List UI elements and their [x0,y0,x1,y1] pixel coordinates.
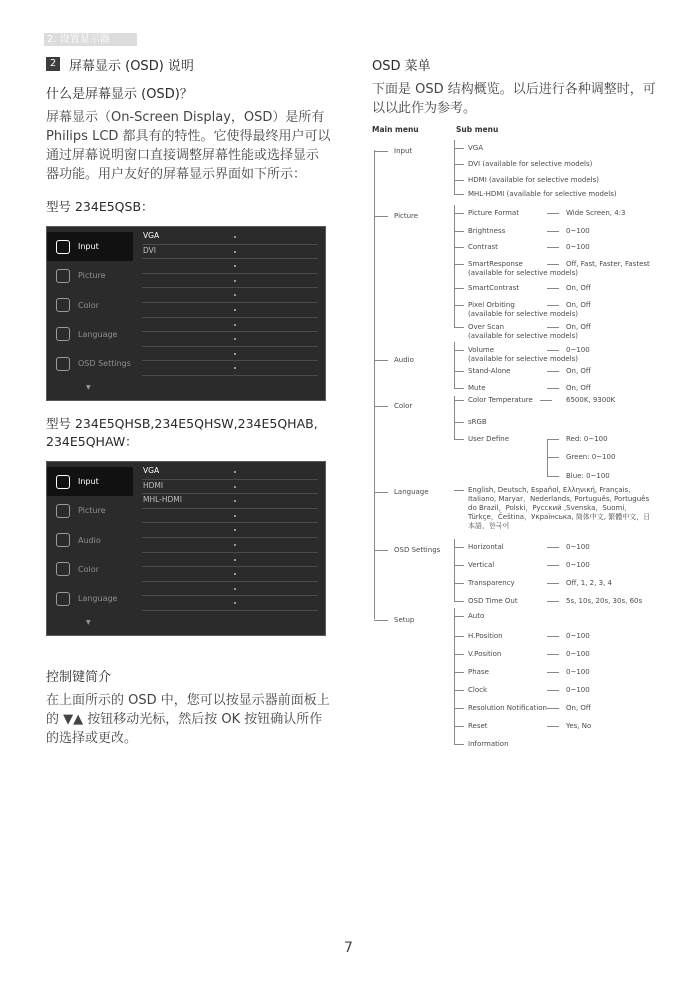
tree-connector [454,726,464,727]
main-menu-header: Main menu [372,125,419,134]
tree-connector [547,327,559,328]
sub-menu-note: (available for selective models) [468,332,578,340]
sub-menu-value: On, Off [566,384,591,392]
osd-item-picture [47,496,133,525]
sub-menu-item: VGA [468,144,484,152]
language-icon [56,327,70,341]
main-menu-osd-settings: OSD Settings [394,546,441,554]
osd-item-language [47,320,133,349]
osd-sub-row [142,332,318,347]
tree-connector [454,148,464,149]
osd-row-dot [234,500,236,502]
osd-menu-tree [372,122,672,752]
control-keys-paragraph: 在上面所示的 OSD 中，您可以按显示器前面板上的 ▼▲ 按钮移动光标，然后按 OK 按钮确认所作的选择或更改。 [46,693,330,746]
tree-connector [374,406,388,407]
tree-connector [547,388,559,389]
sub-menu-item: Mute [468,384,486,392]
tree-connector [374,492,388,493]
sub-menu-value: 0~100 [566,346,590,354]
tree-connector [454,547,464,548]
sub-menu-item: Volume [468,346,495,354]
sub-menu-item: Pixel Orbiting [468,301,515,309]
osd-item-label: OSD Settings [78,359,131,369]
main-menu-language: Language [394,488,429,496]
osd-sub-label: HDMI [143,480,164,490]
osd-row-dot [234,353,236,355]
osd-menu-heading: OSD 菜单 [372,59,431,74]
tree-connector [547,305,559,306]
tree-connector [547,213,559,214]
color-icon [56,562,70,576]
osd-sub-row [142,230,318,245]
osd-item-label: Language [78,594,118,604]
tree-connector [454,636,464,637]
osd-screenshot-1 [46,226,326,401]
audio-icon [56,533,70,547]
osd-row-dot [234,471,236,473]
osd-row-dot [234,367,236,369]
osd-sub-label: VGA [143,466,160,475]
tree-connector [454,288,464,289]
osd-sub-row [142,553,318,568]
osd-sub-row [142,259,318,274]
user-define-red: Red: 0~100 [566,435,608,443]
osd-item-picture [47,261,133,290]
osd-sub-row [142,361,318,376]
tree-connector [547,288,559,289]
osd-item-label: Picture [78,271,106,281]
osd-row-dot [234,294,236,296]
osd-settings-icon [56,357,70,371]
tree-connector [374,360,388,361]
osd-sub-row [142,347,318,362]
main-menu-color: Color [394,402,413,410]
tree-connector [454,608,455,744]
osd-row-dot [234,251,236,253]
sub-menu-value: 0~100 [566,632,590,640]
sub-menu-item: Reset [468,722,488,730]
tree-connector [374,150,375,619]
tree-connector [454,342,455,388]
sub-menu-item: Vertical [468,561,495,569]
osd-row-dot [234,309,236,311]
tree-connector [454,565,464,566]
input-icon [56,475,70,489]
section-title-text: 屏幕显示 (OSD) 说明 [69,58,194,74]
control-keys-heading: 控制键简介 [46,670,112,685]
tree-connector [547,247,559,248]
tree-connector [454,672,464,673]
scroll-down-arrow-icon: ▼ [86,384,91,391]
chapter-label: 2. 设置显示器 [47,34,110,45]
tree-connector [454,422,464,423]
model-heading-1: 型号 234E5QSB： [46,199,154,214]
osd-sub-row [142,582,318,597]
tree-connector [454,439,464,440]
osd-main-menu [47,227,133,400]
osd-sub-menu [142,230,318,376]
sub-menu-value: On, Off [566,284,591,292]
osd-item-label: Audio [78,535,101,545]
sub-menu-value: Yes, No [566,722,592,730]
language-icon [56,592,70,606]
osd-item-color [47,555,133,584]
osd-item-color [47,291,133,320]
tree-connector [454,327,464,328]
osd-row-dot [234,544,236,546]
osd-item-audio [47,526,133,555]
sub-menu-item: HDMI (available for selective models) [468,176,599,184]
osd-sub-label: VGA [143,231,160,240]
sub-menu-value: On, Off [566,301,591,309]
sub-menu-value: 0~100 [566,243,590,251]
osd-item-label: Color [78,300,99,310]
osd-row-dot [234,324,236,326]
osd-sub-row [142,465,318,480]
osd-row-dot [234,529,236,531]
tree-connector [454,180,464,181]
osd-sub-row [142,288,318,303]
tree-connector [547,708,559,709]
color-temperature-value: 6500K, 9300K [566,396,616,404]
user-define: User Define [468,435,510,443]
sub-menu-item: Over Scan [468,323,505,331]
osd-sub-row [142,596,318,611]
tree-connector [454,194,464,195]
sub-menu-item: Contrast [468,243,498,251]
osd-row-dot [234,280,236,282]
osd-sub-row [142,567,318,582]
osd-sub-row [142,245,318,260]
osd-row-dot [234,338,236,340]
osd-screenshot-2 [46,461,326,636]
sub-menu-value: Off, 1, 2, 3, 4 [566,579,612,587]
sub-menu-value: 0~100 [566,668,590,676]
model-heading-2: 型号 234E5QHSB,234E5QHSW,234E5QHAB, 234E5QHAW： [46,416,318,449]
sub-menu-item: Picture Format [468,209,519,217]
tree-connector [547,601,559,602]
tree-connector [547,547,559,548]
sub-menu-value: 0~100 [566,686,590,694]
osd-menu-intro: 下面是 OSD 结构概览。以后进行各种调整时，可以以此作为参考。 [372,82,656,116]
sub-menu-note: (available for selective models) [468,355,578,363]
tree-connector [374,620,388,621]
user-define-blue: Blue: 0~100 [566,472,610,480]
page-number: 7 [344,940,353,956]
tree-connector [454,205,455,327]
sub-menu-value: Off, Fast, Faster, Fastest [566,260,650,268]
osd-sub-label: DVI [143,245,156,255]
tree-connector [374,550,388,551]
picture-icon [56,269,70,283]
tree-connector [454,583,464,584]
sub-menu-value: Wide Screen, 4:3 [566,209,626,217]
scroll-down-arrow-icon: ▼ [86,619,91,626]
sub-menu-value: 0~100 [566,227,590,235]
osd-main-menu [47,462,133,635]
sub-menu-item: Phase [468,668,489,676]
tree-connector [374,216,388,217]
sub-menu-value: On, Off [566,367,591,375]
tree-connector [547,371,559,372]
sub-menu-value: 0~100 [566,561,590,569]
tree-connector [547,672,559,673]
tree-connector [454,744,464,745]
osd-row-dot [234,588,236,590]
sub-menu-item: Clock [468,686,488,694]
sub-menu-value: On, Off [566,323,591,331]
tree-connector [547,264,559,265]
left-column [46,55,331,748]
osd-row-dot [234,236,236,238]
tree-connector [454,213,464,214]
osd-item-label: Input [78,477,99,486]
tree-connector [454,708,464,709]
sub-menu-item: Auto [468,612,485,620]
sub-menu-item: OSD Time Out [468,597,518,605]
osd-item-language [47,584,133,613]
srgb: sRGB [468,418,487,426]
osd-sub-menu [142,465,318,611]
sub-menu-item: MHL-HDMI (available for selective models) [468,190,617,198]
tree-connector [454,231,464,232]
input-icon [56,240,70,254]
tree-connector [547,231,559,232]
osd-item-label: Input [78,242,99,251]
main-menu-picture: Picture [394,212,419,220]
tree-connector [454,371,464,372]
osd-sub-row [142,480,318,495]
tree-connector [547,583,559,584]
right-column [372,55,662,118]
main-menu-input: Input [394,147,413,155]
tree-connector [454,388,464,389]
tree-connector [547,654,559,655]
color-temperature: Color Temperature [468,396,533,404]
tree-connector [454,539,455,601]
tree-connector [454,654,464,655]
osd-item-label: Color [78,564,99,574]
sub-menu-header: Sub menu [456,125,499,134]
osd-item-input [47,232,133,261]
osd-item-osd-settings [47,349,133,378]
sub-menu-item: Brightness [468,227,506,235]
osd-sub-row [142,509,318,524]
tree-connector [547,350,559,351]
section-title [46,55,331,73]
tree-connector [454,690,464,691]
sub-menu-item: V.Position [468,650,502,658]
tree-connector [454,601,464,602]
tree-connector [454,400,464,401]
osd-sub-row [142,318,318,333]
sub-menu-item: SmartContrast [468,284,520,292]
tree-connector [540,400,552,401]
sub-menu-item: H.Position [468,632,503,640]
osd-sub-row [142,303,318,318]
tree-connector [547,457,559,458]
osd-sub-row [142,494,318,509]
sub-menu-item: Resolution Notification [468,704,547,712]
color-icon [56,298,70,312]
tree-connector [454,350,464,351]
osd-item-label: Language [78,329,118,339]
sub-menu-item: Horizontal [468,543,504,551]
osd-row-dot [234,265,236,267]
user-define-green: Green: 0~100 [566,453,616,461]
osd-row-dot [234,602,236,604]
tree-connector [547,439,559,440]
sub-menu-item: DVI (available for selective models) [468,160,593,168]
tree-connector [547,690,559,691]
osd-sub-label: MHL-HDMI [143,495,182,505]
osd-sub-row [142,523,318,538]
sub-menu-value: 0~100 [566,650,590,658]
tree-connector [454,164,464,165]
osd-item-label: Picture [78,506,106,516]
osd-row-dot [234,486,236,488]
sub-menu-value: 0~100 [566,543,590,551]
osd-row-dot [234,515,236,517]
osd-row-dot [234,559,236,561]
osd-row-dot [234,573,236,575]
section-number-badge: 2 [46,57,60,71]
tree-connector [547,726,559,727]
picture-icon [56,504,70,518]
sub-menu-item: Information [468,740,509,748]
sub-menu-item: Stand-Alone [468,367,511,375]
tree-connector [547,636,559,637]
sub-menu-value: On, Off [566,704,591,712]
osd-question-heading: 什么是屏幕显示 (OSD)？ [46,87,193,102]
osd-sub-row [142,538,318,553]
tree-connector [454,264,464,265]
sub-menu-note: (available for selective models) [468,310,578,318]
sub-menu-item: Transparency [468,579,515,587]
chapter-tab [44,33,137,46]
osd-intro-paragraph: 屏幕显示（On-Screen Display，OSD）是所有 Philips LCD 都具有的特性。它使得最终用户可以通过屏幕说明窗口直接调整屏幕性能或选择显示器功能。用户友好的屏幕显示界面如下所示： [46,110,331,182]
sub-menu-item: SmartResponse [468,260,523,268]
sub-menu-value: 5s, 10s, 20s, 30s, 60s [566,597,643,605]
tree-connector [454,616,464,617]
tree-connector [454,490,464,491]
tree-connector [547,476,559,477]
tree-connector [547,565,559,566]
tree-connector [374,151,388,152]
tree-connector [454,247,464,248]
osd-item-input [47,467,133,496]
osd-sub-row [142,274,318,289]
tree-connector [454,305,464,306]
main-menu-audio: Audio [394,356,414,364]
sub-menu-note: (available for selective models) [468,269,578,277]
main-menu-setup: Setup [394,616,415,624]
language-list: English, Deutsch, Español, Ελληνική, Français, Italiano, Maryar，Nederlands, Português, Português do Brazil，Polski，Русский ,Svenska，Suomi，Türkçe，Čeština，Українська, 简体中文, 繁體中文，日本語，한국어 [468,486,651,530]
tree-connector [454,396,455,440]
